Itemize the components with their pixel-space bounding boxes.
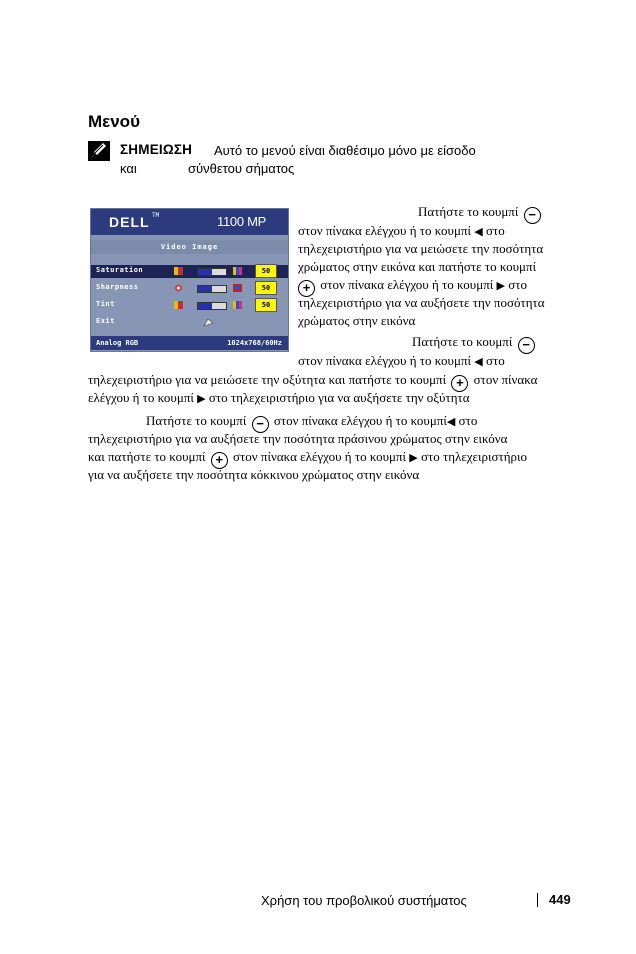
exit-arrow-icon xyxy=(203,318,214,327)
note-pencil-icon xyxy=(88,141,110,161)
note-word-kai: και xyxy=(120,161,137,176)
right-arrow-icon: ▶ xyxy=(197,393,206,405)
tint-line-4: για να αυξήσετε την ποσότητα κόκκινου χρώματος στην εικόνα xyxy=(88,467,420,482)
osd-row-label: Exit xyxy=(96,317,115,325)
text: στο xyxy=(485,353,505,368)
tint-green-icon xyxy=(174,301,183,309)
osd-menu-screenshot xyxy=(90,208,289,352)
plus-button-icon: + xyxy=(298,280,315,297)
saturation-line-2 xyxy=(298,222,505,241)
osd-status-bar xyxy=(91,336,288,350)
sharpness-line-2 xyxy=(298,352,505,371)
osd-row-sharpness xyxy=(91,282,288,295)
osd-row-label: Saturation xyxy=(96,266,144,274)
text: Πατήστε το κουμπί xyxy=(418,204,519,219)
sharpness-high-icon xyxy=(233,284,242,292)
text: ελέγχου ή το κουμπί xyxy=(88,390,194,405)
footer-separator xyxy=(537,893,538,907)
text: στον πίνακα ελέγχου ή το κουμπί xyxy=(298,223,471,238)
sharpness-line-4 xyxy=(88,389,470,408)
saturation-line-1 xyxy=(418,203,543,224)
text: Πατήστε το κουμπί xyxy=(412,334,513,349)
saturation-value: 50 xyxy=(255,264,277,278)
text: στο xyxy=(485,223,505,238)
sharpness-slider xyxy=(197,285,227,293)
text: στο xyxy=(458,413,478,428)
tint-value: 50 xyxy=(255,298,277,312)
osd-row-saturation xyxy=(91,265,288,278)
osd-header xyxy=(91,209,288,235)
plus-button-icon: + xyxy=(451,375,468,392)
note-label: ΣΗΜΕΙΩΣΗ xyxy=(120,142,193,157)
osd-input-source: Analog RGB xyxy=(96,339,139,347)
note-text: Αυτό το μενού είναι διαθέσιμο μόνο με είσοδο xyxy=(214,143,476,158)
text: στον πίνακα ελέγχου ή το κουμπί xyxy=(233,449,407,464)
osd-tab-video-image: Video Image xyxy=(91,240,288,254)
saturation-line-3: τηλεχειριστήριο για να μειώσετε την ποσότητα xyxy=(298,241,544,256)
saturation-line-4: χρώματος στην εικόνα και πατήστε το κουμπί xyxy=(298,259,537,274)
osd-resolution: 1024x768/60Hz xyxy=(227,339,282,347)
footer-chapter-title: Χρήση του προβολικού συστήματος xyxy=(261,893,467,908)
osd-row-exit xyxy=(91,316,288,329)
saturation-slider xyxy=(197,268,227,276)
trademark-mark: TM xyxy=(152,212,160,219)
minus-button-icon: − xyxy=(518,337,535,354)
text: στο xyxy=(508,277,527,292)
text: στον πίνακα xyxy=(473,372,538,387)
text: στον πίνακα ελέγχου ή το κουμπί xyxy=(320,277,494,292)
osd-row-label: Sharpness xyxy=(96,283,139,291)
minus-button-icon: − xyxy=(252,416,269,433)
text: στον πίνακα ελέγχου ή το κουμπί xyxy=(273,413,447,428)
saturation-line-7: χρώματος στην εικόνα xyxy=(298,313,416,328)
note-text-2: σύνθετου σήματος xyxy=(188,161,295,176)
osd-row-tint xyxy=(91,299,288,312)
right-arrow-icon: ▶ xyxy=(496,280,505,292)
text: στο τηλεχειριστήριο για να αυξήσετε την οξύτητα xyxy=(208,390,470,405)
saturation-line-6: τηλεχειριστήριο για να αυξήσετε την ποσότητα xyxy=(298,295,545,310)
text: στον πίνακα ελέγχου ή το κουμπί xyxy=(298,353,471,368)
text: τηλεχειριστήριο για να μειώσετε την οξύτητα και πατήστε το κουμπί xyxy=(88,372,447,387)
osd-model: 1100 MP xyxy=(217,214,266,229)
text: Πατήστε το κουμπί xyxy=(146,413,247,428)
left-arrow-icon: ◀ xyxy=(474,356,483,368)
text: στο τηλεχειριστήριο xyxy=(421,449,528,464)
color-high-icon xyxy=(233,267,242,275)
section-heading: Μενού xyxy=(88,112,140,131)
right-arrow-icon: ▶ xyxy=(409,452,418,464)
plus-button-icon: + xyxy=(211,452,228,469)
sharpness-line-1 xyxy=(412,333,537,354)
sharpness-low-icon xyxy=(174,284,183,292)
dell-logo: DELL xyxy=(109,214,150,230)
sharpness-value: 50 xyxy=(255,281,277,295)
tint-slider xyxy=(197,302,227,310)
page-number: 449 xyxy=(549,892,571,907)
tint-line-2: τηλεχειριστήριο για να αυξήσετε την ποσότητα πράσινου χρώματος στην εικόνα xyxy=(88,431,508,446)
left-arrow-icon: ◀ xyxy=(474,226,483,238)
osd-row-label: Tint xyxy=(96,300,115,308)
left-arrow-icon: ◀ xyxy=(446,416,456,428)
color-low-icon xyxy=(174,267,183,275)
minus-button-icon: − xyxy=(524,207,541,224)
text: και πατήστε το κουμπί xyxy=(88,449,206,464)
tint-red-icon xyxy=(233,301,242,309)
